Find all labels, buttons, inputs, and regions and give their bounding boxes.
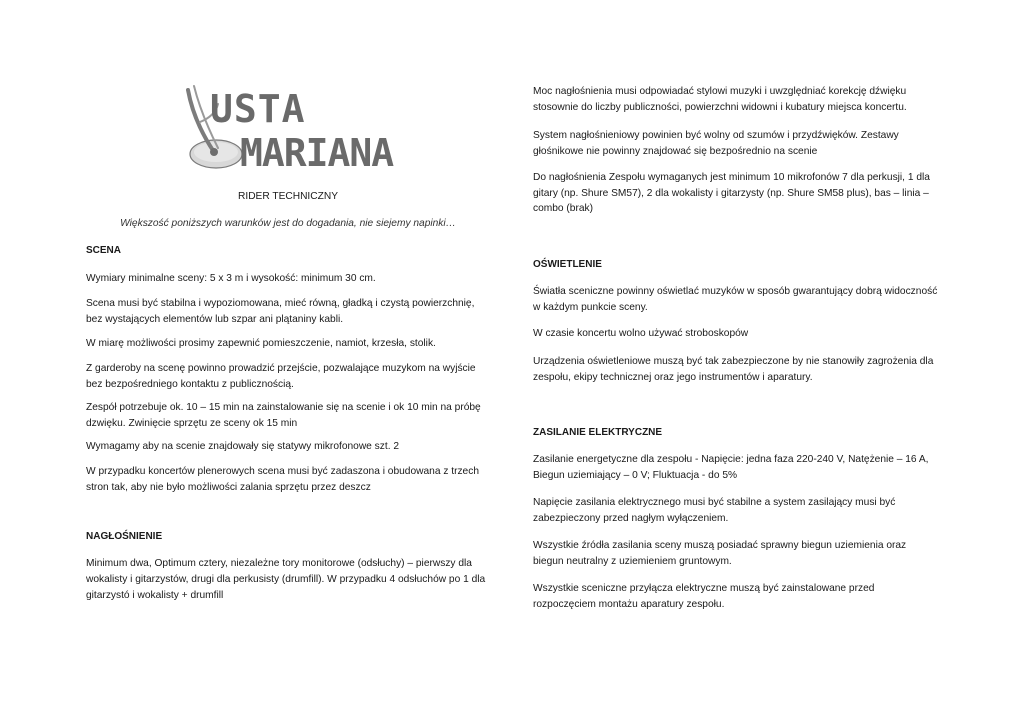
- oswietlenie-paragraph-2: W czasie koncertu wolno używać stroboskopów: [533, 328, 749, 339]
- scena-paragraph-4: Z garderoby na scenę powinno prowadzić przejście, pozwalające muzykom na wyjście bez bezpośredniego kontaktu z publicznością.: [86, 363, 476, 390]
- scena-paragraph-2: Scena musi być stabilna i wypoziomowana, mieć równą, gładką i czystą powierzchnię, bez wystających elementów lub szpar ani plątaniny kabli.: [86, 298, 475, 325]
- section-heading-scena: SCENA: [86, 245, 122, 256]
- scena-paragraph-6: Wymagamy aby na scenie znajdowały się statywy mikrofonowe szt. 2: [86, 441, 400, 452]
- scena-paragraph-7: W przypadku koncertów plenerowych scena musi być zadaszona i obudowana z trzech stron tak, aby nie było możliwości zalania sprzętu przez deszcz: [86, 466, 479, 493]
- zasilanie-paragraph-1: Zasilanie energetyczne dla zespołu - Napięcie: jedna faza 220-240 V, Natężenie – 16 A, Biegun uziemiający – 0 V; Fluktuacja - do 5%: [533, 454, 929, 481]
- section-heading-naglosnienie: NAGŁOŚNIENIE: [86, 531, 163, 542]
- scena-paragraph-3: W miarę możliwości prosimy zapewnić pomieszczenie, namiot, krzesła, stolik.: [86, 338, 436, 349]
- zasilanie-paragraph-3: Wszystkie źródła zasilania sceny muszą posiadać sprawny biegun uziemienia oraz biegun neutralny z uziemieniem gruntowym.: [533, 540, 907, 567]
- logo-line2: MARIANA: [240, 131, 394, 175]
- scena-paragraph-1: Wymiary minimalne sceny: 5 x 3 m i wysokość: minimum 30 cm.: [86, 273, 376, 284]
- naglosnienie-paragraph-2: Moc nagłośnienia musi odpowiadać stylowi muzyki i uwzględniać korekcję dźwięku stosownie do liczby publiczności, powierzchni widowni i kubatury miejsca koncertu.: [533, 86, 907, 113]
- document-subtitle: Większość poniższych warunków jest do dogadania, nie siejemy napinki…: [120, 218, 456, 229]
- naglosnienie-paragraph-3: System nagłośnieniowy powinien być wolny od szumów i przydźwięków. Zestawy głośnikowe nie powinny znajdować się bezpośrednio na scenie: [533, 130, 899, 157]
- scena-paragraph-5: Zespół potrzebuje ok. 10 – 15 min na zainstalowanie się na scenie i ok 10 min na próbę dzwięku. Zwinięcie sprzętu ze sceny ok 15 min: [86, 402, 481, 429]
- naglosnienie-paragraph-4: Do nagłośnienia Zespołu wymaganych jest minimum 10 mikrofonów 7 dla perkusji, 1 dla gitary (np. Shure SM57), 2 dla wokalisty i gitarzysty (np. Shure SM58 plus), bas – linia – combo (brak): [533, 172, 930, 214]
- section-heading-zasilanie: ZASILANIE ELEKTRYCZNE: [533, 427, 663, 438]
- naglosnienie-paragraph-1: Minimum dwa, Optimum cztery, niezależne tory monitorowe (odsłuchy) – pierwszy dla wokalisty i gitarzystów, drugi dla perkusisty (drumfill). W przypadku 4 odsłuchów po 1 dla gitarzystó i wokalisty + drumfill: [86, 558, 486, 601]
- logo-line1: USTA: [210, 87, 306, 131]
- zasilanie-paragraph-4: Wszystkie sceniczne przyłącza elektryczne muszą być zainstalowane przed rozpoczęciem montażu aparatury zespołu.: [533, 583, 875, 610]
- band-logo: [180, 82, 396, 180]
- section-heading-oswietlenie: OŚWIETLENIE: [533, 259, 602, 270]
- zasilanie-paragraph-2: Napięcie zasilania elektrycznego musi być stabilne a system zasilający musi być zabezpieczony przed nagłym wyłączeniem.: [533, 497, 896, 524]
- oswietlenie-paragraph-1: Światła sceniczne powinny oświetlać muzyków w sposób gwarantujący dobrą widoczność w każdym punkcie sceny.: [533, 286, 938, 313]
- oswietlenie-paragraph-3: Urządzenia oświetleniowe muszą być tak zabezpieczone by nie stanowiły zagrożenia dla zespołu, ekipy technicznej oraz jego instrumentów i aparatury.: [533, 356, 934, 383]
- document-title: RIDER TECHNICZNY: [238, 191, 338, 202]
